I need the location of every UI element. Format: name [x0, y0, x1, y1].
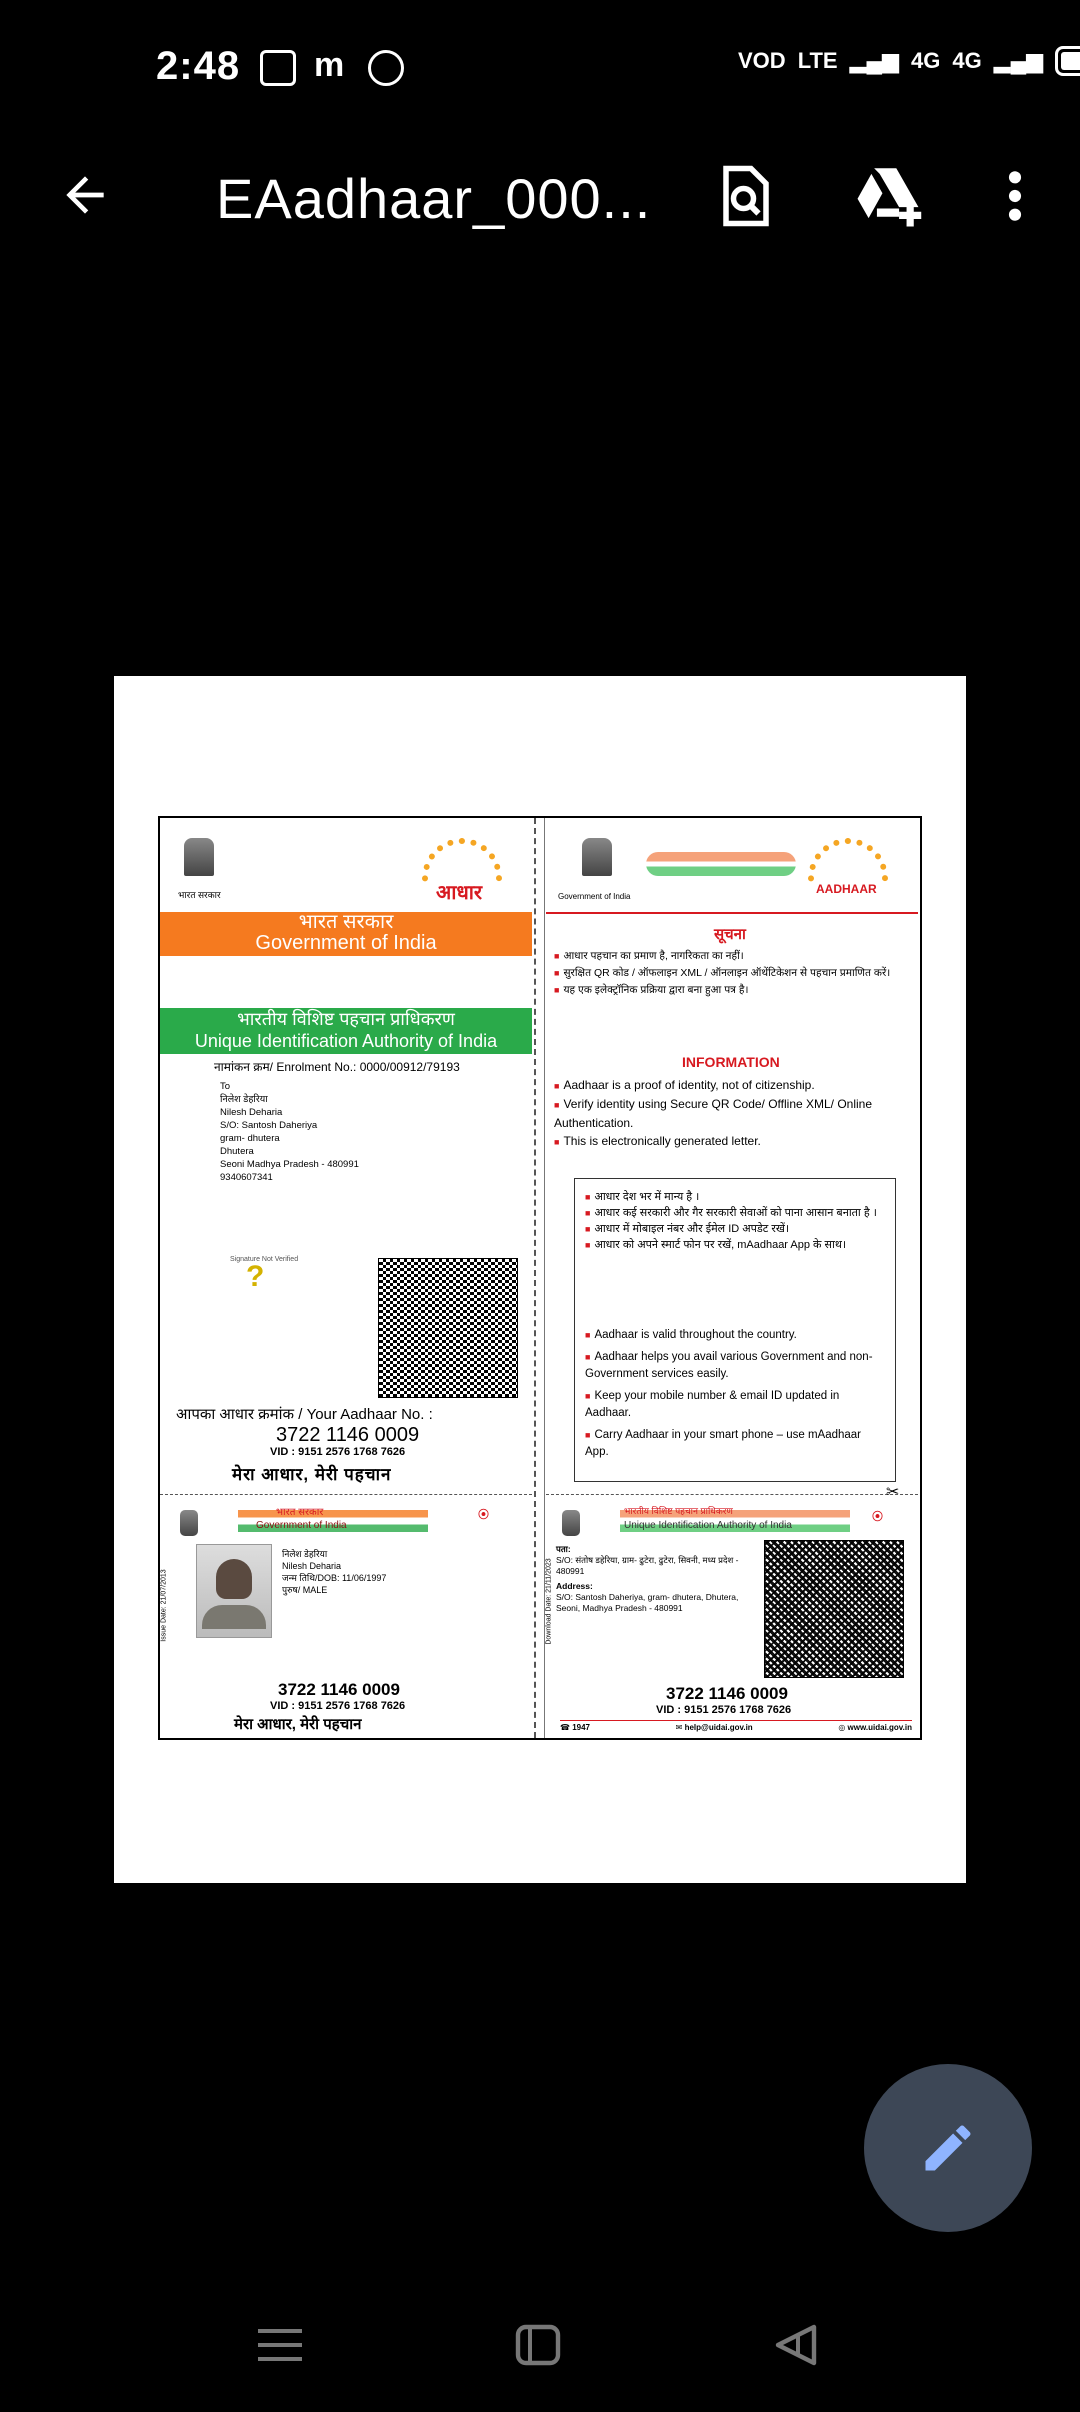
info-point: ■ Aadhaar is a proof of identity, not of citizenship.	[554, 1076, 914, 1095]
emblem-icon	[582, 838, 612, 876]
helpline-number: ☎ 1947	[560, 1723, 590, 1732]
aadhaar-logo-icon	[808, 838, 888, 882]
info-point: ■ Verify identity using Secure QR Code/ Offline XML/ Online Authentication.	[554, 1095, 914, 1132]
back-triangle-icon	[770, 2323, 822, 2367]
card-dob: जन्म तिथि/DOB: 11/06/1997	[282, 1573, 387, 1583]
benefit-item: ■ Carry Aadhaar in your smart phone – use mAadhaar App.	[585, 1427, 885, 1461]
info-point: ■ यह एक इलेक्ट्रॉनिक प्रक्रिया द्वारा बना हुआ पत्र है।	[554, 982, 910, 999]
card-gender: पुरुष/ MALE	[282, 1585, 328, 1595]
address-line: Dhutera	[220, 1146, 254, 1157]
signature-status	[230, 1256, 300, 1291]
benefits-box	[574, 1178, 896, 1482]
network-label: VOD	[738, 48, 786, 73]
person-silhouette-icon	[216, 1559, 252, 1599]
emblem-icon	[180, 1510, 198, 1536]
info-point: ■ आधार पहचान का प्रमाण है, नागरिकता का नहीं।	[554, 948, 910, 965]
benefit-item: ■ आधार को अपने स्मार्ट फोन पर रखें, mAadhaar App के साथ।	[585, 1237, 885, 1253]
home-button[interactable]	[510, 2318, 566, 2372]
status-notification-icons	[260, 46, 404, 86]
card-address	[556, 1544, 756, 1614]
address-line: निलेश डेहरिया	[220, 1094, 268, 1105]
benefits-english	[585, 1327, 885, 1461]
recents-menu-icon	[254, 2325, 306, 2365]
help-email: ✉ help@uidai.gov.in	[675, 1723, 753, 1732]
issue-date: Issue Date: 21/07/2013	[160, 1569, 168, 1642]
notification-icon	[260, 50, 296, 86]
benefit-item: ■ आधार कई सरकारी और गैर सरकारी सेवाओं को पाना आसान बनाता है ।	[585, 1205, 885, 1221]
address-line: S/O: Santosh Daheriya	[220, 1120, 318, 1131]
cut-line	[546, 1494, 918, 1495]
header-rule	[546, 912, 918, 914]
recents-button[interactable]	[252, 2320, 308, 2370]
authority-band	[160, 1008, 532, 1054]
aadhaar-logo-small: ⦿	[872, 1511, 883, 1523]
emblem-icon	[562, 1510, 580, 1536]
gov-english: Government of India	[255, 932, 437, 954]
card-details	[282, 1548, 386, 1596]
address-line: 9340607341	[220, 1172, 273, 1183]
right-panel	[546, 818, 922, 1738]
benefit-item: ■ आधार में मोबाइल नंबर और ईमेल ID अपडेट रखें।	[585, 1221, 885, 1237]
status-time: 2:48	[156, 44, 241, 88]
edit-pencil-icon	[918, 2118, 978, 2178]
card-aadhaar-number: 3722 1146 0009	[666, 1684, 788, 1703]
aadhaar-card-back	[546, 1498, 918, 1738]
benefit-item: ■ Keep your mobile number & email ID updated in Aadhaar.	[585, 1388, 885, 1422]
address-line: Nilesh Deharia	[220, 1107, 283, 1118]
photo	[196, 1544, 272, 1638]
card-aadhaar-number: 3722 1146 0009	[278, 1680, 400, 1699]
back-nav-button[interactable]	[768, 2318, 824, 2372]
address-english: S/O: Santosh Daheriya, gram- dhutera, Dhutera, Seoni, Madhya Pradesh - 480991	[556, 1592, 739, 1613]
card-vid: VID : 9151 2576 1768 7626	[270, 1700, 406, 1712]
card-qr-code	[764, 1540, 904, 1678]
download-date: Download Date: 21/11/2023	[545, 1558, 553, 1645]
accessibility-icon	[368, 50, 404, 86]
info-point: ■ सुरक्षित QR कोड / ऑफलाइन XML / ऑनलाइन ऑथेंटिकेशन से पहचान प्रमाणित करें।	[554, 965, 910, 982]
aadhaar-logo-icon	[422, 838, 502, 882]
card-gov-english: Government of India	[256, 1520, 347, 1531]
card-footer	[560, 1720, 912, 1732]
add-to-drive-button[interactable]	[846, 156, 930, 236]
edit-button[interactable]	[864, 2064, 1032, 2232]
left-panel	[160, 818, 532, 1738]
card-tagline: मेरा आधार, मेरी पहचान	[234, 1716, 362, 1733]
emblem-caption: भारत सरकार	[178, 890, 221, 900]
authority-hindi: भारतीय विशिष्ट पहचान प्राधिकरण	[237, 1009, 455, 1029]
benefit-item: ■ आधार देश भर में मान्य है ।	[585, 1189, 885, 1205]
card-gov-hindi: भारत सरकार	[276, 1507, 324, 1518]
battery-icon	[1055, 46, 1080, 76]
fold-line	[534, 818, 536, 1738]
card-vid: VID : 9151 2576 1768 7626	[656, 1704, 792, 1716]
aadhaar-logo-text: AADHAAR	[816, 882, 877, 896]
aadhaar-card-front	[160, 1498, 532, 1738]
add-to-drive-icon	[852, 162, 924, 230]
benefits-hindi	[585, 1189, 885, 1253]
aadhaar-number: 3722 1146 0009	[276, 1424, 420, 1446]
website: ◎ www.uidai.gov.in	[838, 1723, 912, 1732]
suchna-title: सूचना	[714, 926, 746, 943]
aadhaar-letter	[158, 816, 922, 1740]
pdf-page[interactable]	[114, 676, 966, 1883]
address-line: gram- dhutera	[220, 1133, 280, 1144]
address-label-hindi: पता:	[556, 1544, 571, 1554]
question-mark-icon: ?	[246, 1260, 265, 1293]
home-square-icon	[512, 2323, 564, 2367]
info-point: ■ This is electronically generated letter.	[554, 1132, 914, 1151]
vid-number: VID : 9151 2576 1768 7626	[270, 1446, 406, 1458]
card-name-english: Nilesh Deharia	[282, 1561, 342, 1571]
gov-caption: Government of India	[558, 892, 631, 901]
card-name-hindi: निलेश डेहरिया	[282, 1549, 328, 1559]
benefit-item: ■ Aadhaar is valid throughout the country.	[585, 1327, 885, 1344]
network-label: 4G	[952, 48, 982, 73]
signature-note: Signature Not Verified	[230, 1256, 299, 1263]
address-line: To	[220, 1081, 231, 1092]
network-label: LTE	[797, 48, 838, 73]
enrolment-number: नामांकन क्रम/ Enrolment No.: 0000/00912/79193	[214, 1060, 460, 1074]
aadhaar-logo-text: आधार	[436, 882, 483, 904]
address-hindi: S/O: संतोष डहेरिया, ग्राम- ढुटेरा, ढुटेरा, सिवनी, मध्य प्रदेश - 480991	[556, 1555, 739, 1576]
status-system-icons	[738, 46, 1080, 76]
aadhaar-logo-small: ⦿	[478, 1509, 489, 1521]
scissors-icon: ✂	[886, 1484, 900, 1501]
find-in-document-button[interactable]	[708, 158, 784, 234]
more-vert-icon	[1005, 168, 1025, 224]
english-info-list	[554, 1076, 914, 1151]
document-title: EAadhaar_000...	[216, 167, 652, 230]
document-search-icon	[716, 163, 776, 229]
card-authority-hindi: भारतीय विशिष्ट पहचान प्राधिकरण	[624, 1506, 733, 1516]
back-button[interactable]	[50, 160, 120, 230]
tagline: मेरा आधार, मेरी पहचान	[232, 1465, 392, 1484]
hindi-info-list	[554, 948, 910, 999]
aadhaar-number-label: आपका आधार क्रमांक / Your Aadhaar No. :	[176, 1406, 433, 1423]
more-options-button[interactable]	[980, 160, 1050, 232]
information-title: INFORMATION	[682, 1054, 780, 1070]
system-navigation-bar	[0, 2300, 1080, 2412]
gov-hindi: भारत सरकार	[298, 911, 394, 933]
card-authority-english: Unique Identification Authority of India	[624, 1520, 792, 1531]
government-band	[160, 912, 532, 956]
tricolor-swoosh	[646, 852, 796, 876]
status-bar	[0, 0, 1080, 140]
address-block	[220, 1080, 359, 1184]
benefit-item: ■ Aadhaar helps you avail various Government and non-Government services easily.	[585, 1349, 885, 1383]
emblem-icon	[184, 838, 214, 876]
network-label: 4G	[911, 48, 941, 73]
address-label: Address:	[556, 1581, 593, 1591]
signal-icon: ▂▄▆	[993, 48, 1044, 73]
cut-line	[160, 1494, 532, 1495]
signal-icon: ▂▄▆	[849, 48, 900, 73]
back-arrow-icon	[57, 167, 113, 223]
m-app-icon: m	[314, 46, 345, 84]
authority-english: Unique Identification Authority of India	[194, 1031, 498, 1051]
address-line: Seoni Madhya Pradesh - 480991	[220, 1159, 359, 1170]
qr-code	[378, 1258, 518, 1398]
